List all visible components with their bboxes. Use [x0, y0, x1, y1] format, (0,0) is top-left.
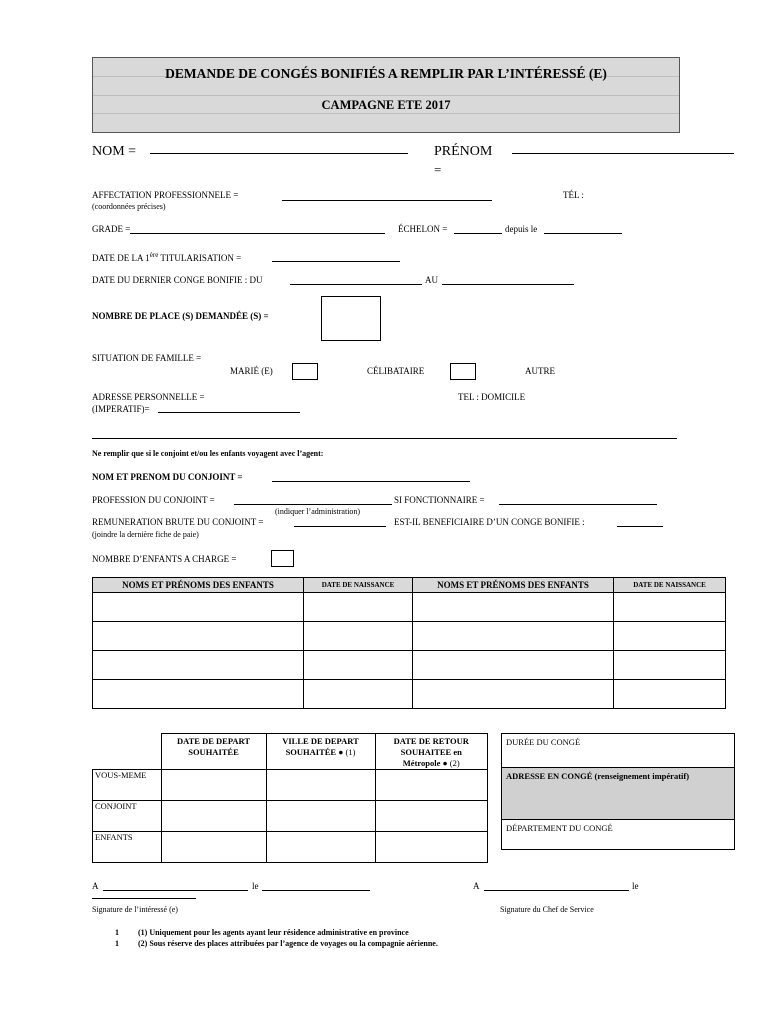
- child-date-cell[interactable]: [614, 622, 726, 651]
- sig-line[interactable]: [92, 892, 196, 899]
- cell[interactable]: [161, 832, 266, 863]
- child-name-cell[interactable]: [413, 651, 614, 680]
- adresse-label: ADRESSE PERSONNELLE =: [92, 392, 205, 402]
- child-name-cell[interactable]: [93, 651, 304, 680]
- conge-info-table: [501, 733, 735, 850]
- depuis-field[interactable]: [544, 223, 622, 234]
- dernier-conge-au-field[interactable]: [442, 274, 574, 285]
- table-row: [93, 680, 726, 709]
- col-date-retour: DATE DE RETOUR SOUHAITEE en Métropole ● (2): [375, 734, 488, 770]
- signature-interesse: Signature de l’intéressé (e): [92, 905, 178, 914]
- duree-conge[interactable]: DURÉE DU CONGÉ: [502, 734, 735, 768]
- celibataire-checkbox[interactable]: [450, 363, 476, 380]
- travel-table: [92, 733, 488, 863]
- titularisation-label: DATE DE LA 1ère TITULARISATION =: [92, 251, 242, 263]
- cell[interactable]: [266, 801, 375, 832]
- table-row: [93, 593, 726, 622]
- au-label: AU: [425, 275, 438, 285]
- conjoint-nom-field[interactable]: [272, 471, 470, 482]
- signature-chef: Signature du Chef de Service: [500, 905, 594, 914]
- child-date-cell[interactable]: [614, 651, 726, 680]
- child-date-cell[interactable]: [304, 593, 413, 622]
- col-date-depart: DATE DE DEPART SOUHAITÉE: [161, 734, 266, 770]
- famille-label: SITUATION DE FAMILLE =: [92, 353, 202, 363]
- adresse-conge[interactable]: ADRESSE EN CONGÉ (renseignement impératif): [502, 768, 735, 820]
- children-table: [92, 577, 726, 709]
- titularisation-field[interactable]: [272, 251, 400, 262]
- child-date-cell[interactable]: [614, 593, 726, 622]
- table-row: [93, 801, 488, 832]
- child-name-cell[interactable]: [413, 680, 614, 709]
- dernier-conge-label: DATE DU DERNIER CONGE BONIFIE : DU: [92, 275, 263, 285]
- enfants-count-label: NOMBRE D’ENFANTS A CHARGE =: [92, 554, 237, 564]
- cell[interactable]: [266, 832, 375, 863]
- prenom-label: PRÉNOM: [434, 144, 493, 159]
- sig-a-label: A: [92, 881, 99, 891]
- echelon-field[interactable]: [454, 223, 502, 234]
- row-enfants: ENFANTS: [93, 832, 162, 863]
- child-date-cell[interactable]: [304, 651, 413, 680]
- beneficiaire-label: EST-IL BENEFICIAIRE D’UN CONGE BONIFIE :: [394, 517, 585, 527]
- child-date-cell[interactable]: [304, 622, 413, 651]
- child-name-cell[interactable]: [93, 622, 304, 651]
- row-conjoint: CONJOINT: [93, 801, 162, 832]
- note-1: (1) Uniquement pour les agents ayant leur résidence administrative en province: [138, 928, 409, 937]
- tel-label: TÉL :: [563, 190, 584, 200]
- col-noms-2: NOMS ET PRÉNOMS DES ENFANTS: [413, 578, 614, 593]
- dernier-conge-du-field[interactable]: [290, 274, 422, 285]
- conjoint-nom-label: NOM ET PRENOM DU CONJOINT =: [92, 472, 243, 482]
- grade-field[interactable]: [130, 223, 385, 234]
- affectation-field[interactable]: [282, 190, 492, 201]
- table-row: [93, 770, 488, 801]
- tel-domicile-label: TEL : DOMICILE: [458, 392, 526, 402]
- prenom-field[interactable]: [512, 142, 734, 154]
- adresse-field[interactable]: [158, 403, 300, 413]
- nom-label: NOM =: [92, 144, 137, 159]
- places-box[interactable]: [321, 296, 381, 341]
- table-row: [93, 832, 488, 863]
- grade-label: GRADE =: [92, 224, 131, 234]
- cell[interactable]: [161, 801, 266, 832]
- sig-le-field[interactable]: [262, 880, 370, 891]
- celibataire-label: CÉLIBATAIRE: [367, 366, 425, 376]
- profession-label: PROFESSION DU CONJOINT =: [92, 495, 215, 505]
- table-row: [93, 651, 726, 680]
- col-date-2: DATE DE NAISSANCE: [614, 578, 726, 593]
- form-header: [92, 57, 680, 133]
- note-bullet-2: 1: [115, 939, 119, 948]
- cell[interactable]: [375, 770, 488, 801]
- cell[interactable]: [375, 832, 488, 863]
- remuneration-field[interactable]: [294, 516, 386, 527]
- cell[interactable]: [266, 770, 375, 801]
- sig-a-field[interactable]: [103, 880, 248, 891]
- row-vous-meme: VOUS-MEME: [93, 770, 162, 801]
- col-ville-depart: VILLE DE DEPART SOUHAITÉE ● (1): [266, 734, 375, 770]
- cell[interactable]: [375, 801, 488, 832]
- departement-conge[interactable]: DÉPARTEMENT DU CONGÉ: [502, 820, 735, 850]
- child-name-cell[interactable]: [93, 680, 304, 709]
- child-name-cell[interactable]: [93, 593, 304, 622]
- prenom-eq: =: [434, 162, 442, 177]
- chef-a-field[interactable]: [484, 880, 629, 891]
- note-bullet-1: 1: [115, 928, 119, 937]
- affectation-label: AFFECTATION PROFESSIONNELE =: [92, 190, 239, 200]
- profession-sub: (indiquer l’administration): [275, 507, 361, 516]
- beneficiaire-field[interactable]: [617, 516, 663, 527]
- fonctionnaire-field[interactable]: [499, 494, 657, 505]
- form-title: DEMANDE DE CONGÉS BONIFIÉS A REMPLIR PAR L’INTÉRESSÉ (E): [165, 66, 607, 81]
- places-label: NOMBRE DE PLACE (S) DEMANDÉE (S) =: [92, 311, 269, 321]
- note-2: (2) Sous réserve des places attribuées par l’agence de voyages ou la compagnie aérienne.: [138, 939, 438, 948]
- depuis-label: depuis le: [505, 224, 538, 234]
- remuneration-sub: (joindre la dernière fiche de paie): [92, 530, 199, 539]
- fonctionnaire-label: SI FONCTIONNAIRE =: [394, 495, 485, 505]
- chef-le-label: le: [632, 881, 639, 891]
- col-noms-1: NOMS ET PRÉNOMS DES ENFANTS: [93, 578, 304, 593]
- child-date-cell[interactable]: [614, 680, 726, 709]
- conjoint-note: Ne remplir que si le conjoint et/ou les enfants voyagent avec l’agent:: [92, 449, 324, 458]
- child-name-cell[interactable]: [413, 622, 614, 651]
- echelon-label: ÉCHELON =: [398, 224, 448, 234]
- marie-checkbox[interactable]: [292, 363, 318, 380]
- campaign-title: CAMPAGNE ETE 2017: [321, 98, 451, 112]
- table-row: [93, 622, 726, 651]
- col-date-1: DATE DE NAISSANCE: [304, 578, 413, 593]
- child-date-cell[interactable]: [304, 680, 413, 709]
- chef-a-label: A: [473, 881, 480, 891]
- autre-label: AUTRE: [525, 366, 555, 376]
- enfants-count-box[interactable]: [271, 550, 294, 567]
- remuneration-label: REMUNERATION BRUTE DU CONJOINT =: [92, 517, 264, 527]
- sig-le-label: le: [252, 881, 259, 891]
- affectation-sub: (coordonnées précises): [92, 202, 166, 211]
- marie-label: MARIÉ (E): [230, 366, 273, 376]
- adresse-sub: (IMPERATIF)=: [92, 404, 150, 414]
- nom-field[interactable]: [150, 142, 408, 154]
- child-name-cell[interactable]: [413, 593, 614, 622]
- cell[interactable]: [161, 770, 266, 801]
- separator-line: [92, 438, 677, 439]
- profession-field[interactable]: [234, 494, 392, 505]
